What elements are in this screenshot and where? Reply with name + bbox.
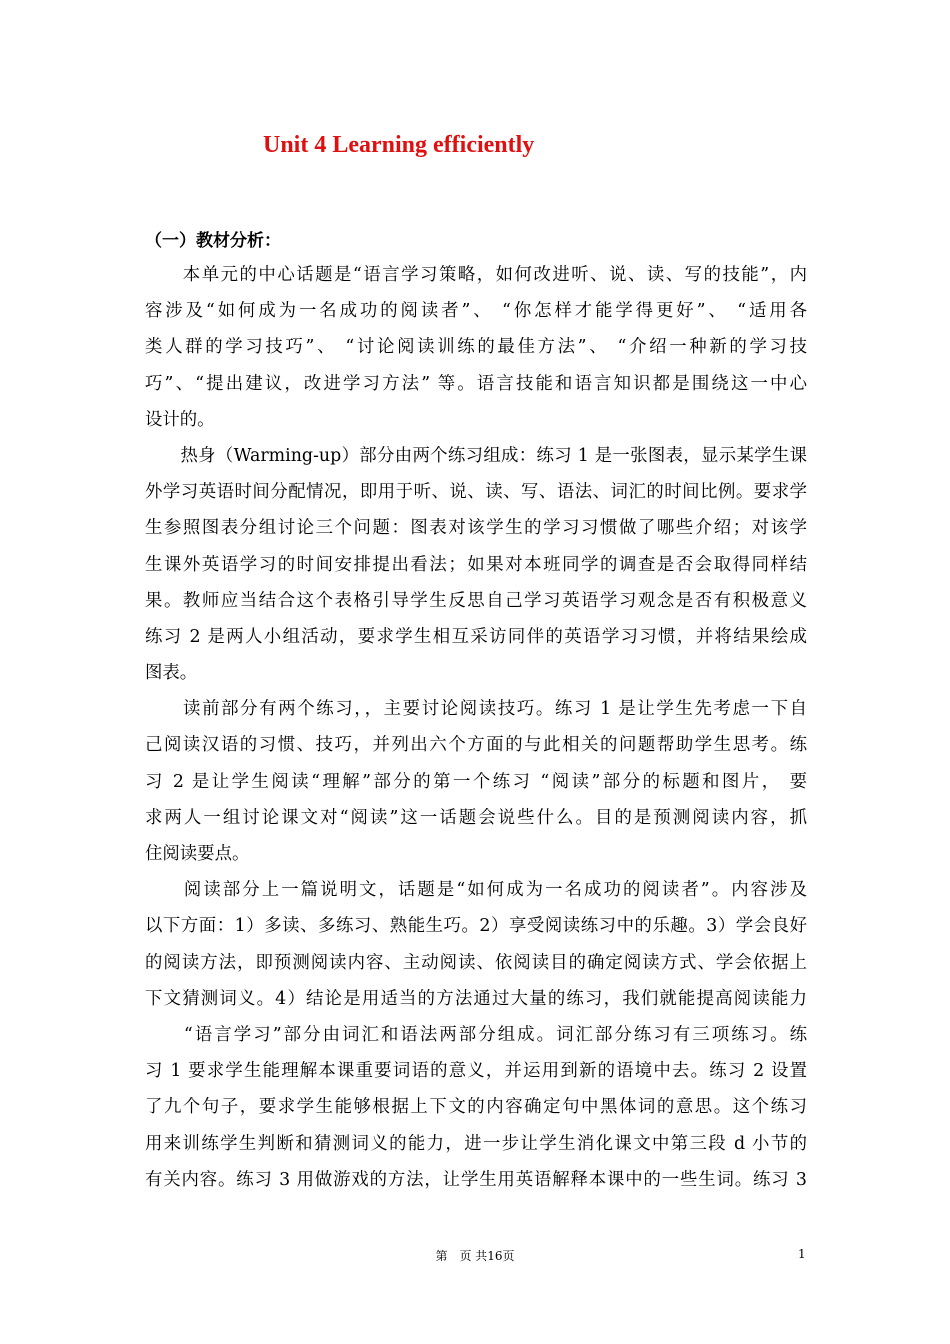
text-line: 习 1 要求学生能理解本课重要词语的意义，并运用到新的语境中去。练习 2 设置 xyxy=(145,1061,807,1082)
section-heading: （一）教材分析： xyxy=(145,231,281,251)
text-line: 了九个句子，要求学生能够根据上下文的内容确定句中黑体词的意思。这个练习 xyxy=(145,1097,807,1118)
text-line: 阅读部分上一篇说明文，话题是“如何成为一名成功的阅读者”。内容涉及 xyxy=(145,880,807,901)
text-line: 本单元的中心话题是“语言学习策略，如何改进听、说、读、写的技能”，内 xyxy=(145,265,807,285)
text-line: 有关内容。练习 3 用做游戏的方法，让学生用英语解释本课中的一些生词。练习 3 xyxy=(145,1169,807,1190)
text-line: 巧”、“提出建议，改进学习方法” 等。语言技能和语言知识都是围绕这一中心 xyxy=(145,373,807,394)
text-line: 下文猜测词义。4）结论是用适当的方法通过大量的练习，我们就能提高阅读能力 xyxy=(145,988,807,1009)
text-line: 住阅读要点。 xyxy=(145,844,250,864)
text-line: 求两人一组讨论课文对“阅读”这一话题会说些什么。目的是预测阅读内容，抓 xyxy=(145,807,807,828)
text-line: “语言学习”部分由词汇和语法两部分组成。词汇部分练习有三项练习。练 xyxy=(145,1024,807,1045)
text-line: 热身（Warming-up）部分由两个练习组成：练习 1 是一张图表，显示某学生课 xyxy=(145,445,807,466)
text-line: 容涉及“如何成为一名成功的阅读者”、 “你怎样才能学得更好”、 “适用各 xyxy=(145,301,807,322)
text-line: 的阅读方法，即预测阅读内容、主动阅读、依阅读目的确定阅读方式、学会依据上 xyxy=(145,952,807,973)
text-line: 图表。 xyxy=(145,663,198,684)
body-text xyxy=(145,257,807,1198)
text-line: 生课外英语学习的时间安排提出看法；如果对本班同学的调查是否会取得同样结 xyxy=(145,554,807,575)
text-line: 以下方面：1）多读、多练习、熟能生巧。2）享受阅读练习中的乐趣。3）学会良好 xyxy=(145,916,807,937)
text-line: 读前部分有两个练习，，主要讨论阅读技巧。练习 1 是让学生先考虑一下自 xyxy=(145,699,807,720)
text-line: 类人群的学习技巧”、 “讨论阅读训练的最佳方法”、 “介绍一种新的学习技 xyxy=(145,337,807,358)
text-line: 己阅读汉语的习惯、技巧，并列出六个方面的与此相关的问题帮助学生思考。练 xyxy=(145,735,807,756)
document-title: Unit 4 Learning efficiently xyxy=(263,132,535,158)
text-line: 习 2 是让学生阅读“理解”部分的第一个练习 “阅读”部分的标题和图片， 要 xyxy=(145,771,807,792)
footer-page-info: 第 页 共16页 xyxy=(435,1249,515,1263)
text-line: 果。教师应当结合这个表格引导学生反思自己学习英语学习观念是否有积极意义 xyxy=(145,590,807,611)
text-line: 用来训练学生判断和猜测词义的能力，进一步让学生消化课文中第三段 d 小节的 xyxy=(145,1133,807,1154)
text-line: 外学习英语时间分配情况，即用于听、说、读、写、语法、词汇的时间比例。要求学 xyxy=(145,482,807,503)
text-line: 生参照图表分组讨论三个问题：图表对该学生的学习习惯做了哪些介绍；对该学 xyxy=(145,518,807,539)
text-line: 练习 2 是两人小组活动，要求学生相互采访同伴的英语学习习惯，并将结果绘成 xyxy=(145,626,807,647)
text-line: 设计的。 xyxy=(145,409,215,430)
footer-page-number: 1 xyxy=(798,1247,806,1261)
